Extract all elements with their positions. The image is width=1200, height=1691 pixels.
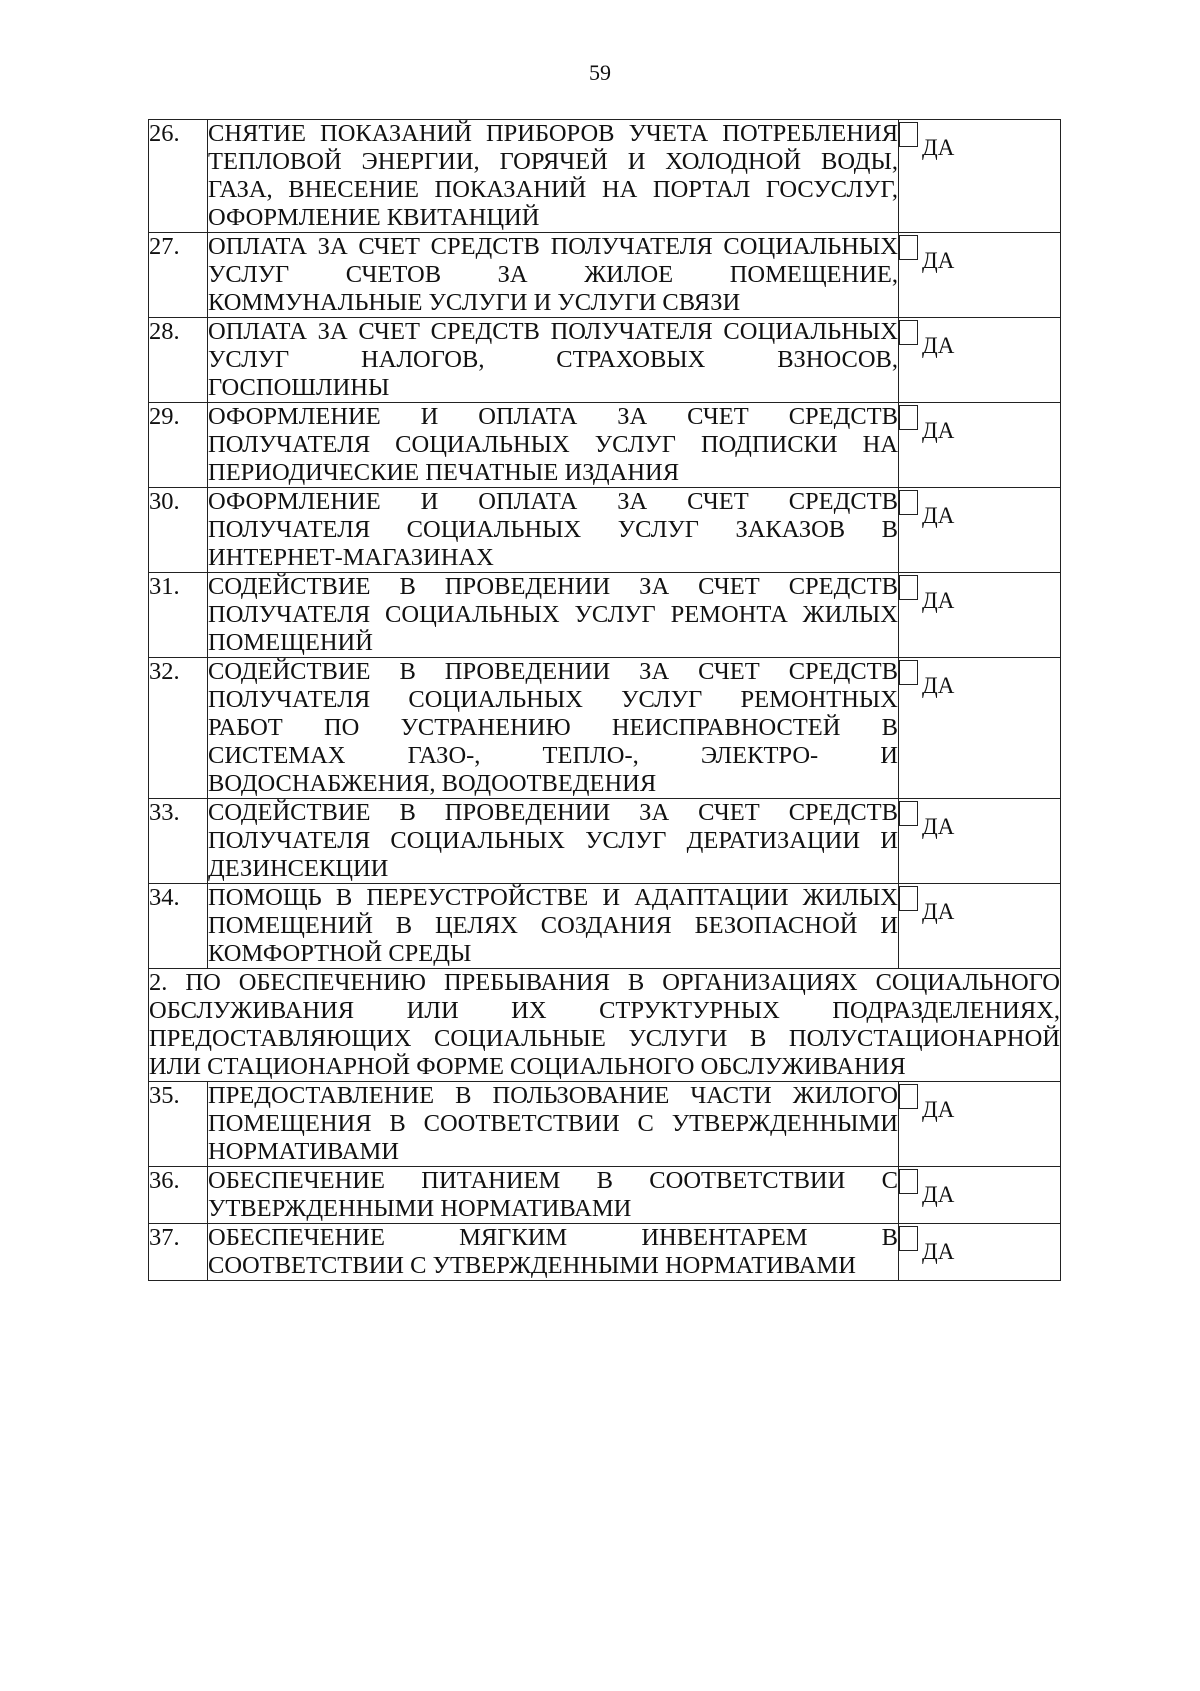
service-number: 36. xyxy=(149,1167,208,1224)
service-description xyxy=(208,403,899,488)
checkbox-label: ДА xyxy=(922,899,955,924)
service-description xyxy=(208,1224,899,1281)
service-number: 35. xyxy=(149,1082,208,1167)
checkbox[interactable] xyxy=(899,235,918,260)
checkbox[interactable] xyxy=(899,320,918,345)
checkbox[interactable] xyxy=(899,405,918,430)
service-checkbox-cell xyxy=(899,120,1061,233)
service-text-line: ПОЛУЧАТЕЛЯ СОЦИАЛЬНЫХ УСЛУГ РЕМОНТНЫХ xyxy=(208,686,898,713)
service-number: 33. xyxy=(149,799,208,884)
section-heading-row xyxy=(149,969,1061,1082)
service-text-line: ПРЕДОСТАВЛЯЮЩИХ СОЦИАЛЬНЫЕ УСЛУГИ В ПОЛУСТАЦИОНАРНОЙ xyxy=(149,1025,1060,1052)
checkbox-label: ДА xyxy=(922,333,955,358)
service-text-line: ИНТЕРНЕТ-МАГАЗИНАХ xyxy=(208,544,494,571)
service-number: 26. xyxy=(149,120,208,233)
service-description xyxy=(208,573,899,658)
service-checkbox-cell xyxy=(899,573,1061,658)
service-text-line: 2. ПО ОБЕСПЕЧЕНИЮ ПРЕБЫВАНИЯ В ОРГАНИЗАЦИЯХ СОЦИАЛЬНОГО xyxy=(149,969,1060,996)
service-text-line: ПОМЕЩЕНИЙ В ЦЕЛЯХ СОЗДАНИЯ БЕЗОПАСНОЙ И xyxy=(208,912,898,939)
service-row xyxy=(149,799,1061,884)
checkbox-label: ДА xyxy=(922,248,955,273)
service-text-line: ПОЛУЧАТЕЛЯ СОЦИАЛЬНЫХ УСЛУГ ПОДПИСКИ НА xyxy=(208,431,898,458)
service-description xyxy=(208,120,899,233)
service-number: 34. xyxy=(149,884,208,969)
service-text-line: РАБОТ ПО УСТРАНЕНИЮ НЕИСПРАВНОСТЕЙ В xyxy=(208,714,898,741)
service-text-line: ГАЗА, ВНЕСЕНИЕ ПОКАЗАНИЙ НА ПОРТАЛ ГОСУСЛУГ, xyxy=(208,176,898,203)
service-row xyxy=(149,233,1061,318)
checkbox-label: ДА xyxy=(922,1182,955,1207)
checkbox-label: ДА xyxy=(922,1239,955,1264)
service-text-line: КОММУНАЛЬНЫЕ УСЛУГИ И УСЛУГИ СВЯЗИ xyxy=(208,289,741,316)
checkbox[interactable] xyxy=(899,490,918,515)
checkbox-label: ДА xyxy=(922,418,955,443)
service-description xyxy=(208,658,899,799)
service-row xyxy=(149,403,1061,488)
service-number: 37. xyxy=(149,1224,208,1281)
service-text-line: ПЕРИОДИЧЕСКИЕ ПЕЧАТНЫЕ ИЗДАНИЯ xyxy=(208,459,680,486)
services-table xyxy=(148,119,1061,1281)
service-number: 31. xyxy=(149,573,208,658)
service-text-line: ОБЕСПЕЧЕНИЕ ПИТАНИЕМ В СООТВЕТСТВИИ С xyxy=(208,1167,898,1194)
service-text-line: ОБСЛУЖИВАНИЯ ИЛИ ИХ СТРУКТУРНЫХ ПОДРАЗДЕЛЕНИЯХ, xyxy=(149,997,1060,1024)
service-description xyxy=(208,1167,899,1224)
checkbox[interactable] xyxy=(899,886,918,911)
service-text-line: ПОЛУЧАТЕЛЯ СОЦИАЛЬНЫХ УСЛУГ РЕМОНТА ЖИЛЫХ xyxy=(208,601,898,628)
service-row xyxy=(149,1082,1061,1167)
checkbox-label: ДА xyxy=(922,1097,955,1122)
service-text-line: ПОМЕЩЕНИЯ В СООТВЕТСТВИИ С УТВЕРЖДЕННЫМИ xyxy=(208,1110,898,1137)
service-number: 29. xyxy=(149,403,208,488)
service-checkbox-cell xyxy=(899,233,1061,318)
service-text-line: СИСТЕМАХ ГАЗО-, ТЕПЛО-, ЭЛЕКТРО- И xyxy=(208,742,898,769)
service-text-line: ВОДОСНАБЖЕНИЯ, ВОДООТВЕДЕНИЯ xyxy=(208,770,657,797)
service-text-line: ПОМОЩЬ В ПЕРЕУСТРОЙСТВЕ И АДАПТАЦИИ ЖИЛЫХ xyxy=(208,884,898,911)
service-text-line: ОБЕСПЕЧЕНИЕ МЯГКИМ ИНВЕНТАРЕМ В xyxy=(208,1224,898,1251)
checkbox[interactable] xyxy=(899,122,918,147)
service-text-line: ПОЛУЧАТЕЛЯ СОЦИАЛЬНЫХ УСЛУГ ДЕРАТИЗАЦИИ И xyxy=(208,827,898,854)
service-text-line: УТВЕРЖДЕННЫМИ НОРМАТИВАМИ xyxy=(208,1195,632,1222)
service-text-line: ДЕЗИНСЕКЦИИ xyxy=(208,855,389,882)
service-text-line: ГОСПОШЛИНЫ xyxy=(208,374,390,401)
service-row xyxy=(149,884,1061,969)
checkbox-label: ДА xyxy=(922,503,955,528)
service-row xyxy=(149,488,1061,573)
service-text-line: ПРЕДОСТАВЛЕНИЕ В ПОЛЬЗОВАНИЕ ЧАСТИ ЖИЛОГО xyxy=(208,1082,898,1109)
service-description xyxy=(208,799,899,884)
service-text-line: ТЕПЛОВОЙ ЭНЕРГИИ, ГОРЯЧЕЙ И ХОЛОДНОЙ ВОДЫ, xyxy=(208,148,898,175)
service-description xyxy=(208,318,899,403)
service-number: 27. xyxy=(149,233,208,318)
service-text-line: СНЯТИЕ ПОКАЗАНИЙ ПРИБОРОВ УЧЕТА ПОТРЕБЛЕНИЯ xyxy=(208,120,898,147)
service-text-line: СОДЕЙСТВИЕ В ПРОВЕДЕНИИ ЗА СЧЕТ СРЕДСТВ xyxy=(208,658,898,685)
checkbox-label: ДА xyxy=(922,135,955,160)
service-text-line: УСЛУГ СЧЕТОВ ЗА ЖИЛОЕ ПОМЕЩЕНИЕ, xyxy=(208,261,898,288)
service-text-line: ПОЛУЧАТЕЛЯ СОЦИАЛЬНЫХ УСЛУГ ЗАКАЗОВ В xyxy=(208,516,898,543)
checkbox[interactable] xyxy=(899,660,918,685)
service-row xyxy=(149,1167,1061,1224)
service-text-line: ИЛИ СТАЦИОНАРНОЙ ФОРМЕ СОЦИАЛЬНОГО ОБСЛУЖИВАНИЯ xyxy=(149,1053,906,1080)
services-table-body xyxy=(149,120,1061,1281)
service-number: 28. xyxy=(149,318,208,403)
service-checkbox-cell xyxy=(899,488,1061,573)
service-text-line: СОДЕЙСТВИЕ В ПРОВЕДЕНИИ ЗА СЧЕТ СРЕДСТВ xyxy=(208,573,898,600)
service-text-line: НОРМАТИВАМИ xyxy=(208,1138,399,1165)
service-text-line: ОФОРМЛЕНИЕ КВИТАНЦИЙ xyxy=(208,204,540,231)
service-checkbox-cell xyxy=(899,403,1061,488)
service-checkbox-cell xyxy=(899,884,1061,969)
checkbox[interactable] xyxy=(899,575,918,600)
service-row xyxy=(149,573,1061,658)
service-checkbox-cell xyxy=(899,799,1061,884)
service-checkbox-cell xyxy=(899,1167,1061,1224)
service-number: 32. xyxy=(149,658,208,799)
service-checkbox-cell xyxy=(899,1082,1061,1167)
checkbox[interactable] xyxy=(899,801,918,826)
service-text-line: ОФОРМЛЕНИЕ И ОПЛАТА ЗА СЧЕТ СРЕДСТВ xyxy=(208,403,898,430)
service-row xyxy=(149,120,1061,233)
service-description xyxy=(208,488,899,573)
service-text-line: ОПЛАТА ЗА СЧЕТ СРЕДСТВ ПОЛУЧАТЕЛЯ СОЦИАЛЬНЫХ xyxy=(208,318,898,345)
service-description xyxy=(208,1082,899,1167)
service-text-line: ОПЛАТА ЗА СЧЕТ СРЕДСТВ ПОЛУЧАТЕЛЯ СОЦИАЛЬНЫХ xyxy=(208,233,898,260)
section-heading xyxy=(149,969,1061,1082)
service-text-line: СОДЕЙСТВИЕ В ПРОВЕДЕНИИ ЗА СЧЕТ СРЕДСТВ xyxy=(208,799,898,826)
service-text-line: ОФОРМЛЕНИЕ И ОПЛАТА ЗА СЧЕТ СРЕДСТВ xyxy=(208,488,898,515)
checkbox-label: ДА xyxy=(922,814,955,839)
service-row xyxy=(149,658,1061,799)
service-row xyxy=(149,318,1061,403)
page-number: 59 xyxy=(589,60,611,85)
service-description xyxy=(208,233,899,318)
checkbox-label: ДА xyxy=(922,673,955,698)
service-text-line: КОМФОРТНОЙ СРЕДЫ xyxy=(208,940,472,967)
service-checkbox-cell xyxy=(899,1224,1061,1281)
service-text-line: ПОМЕЩЕНИЙ xyxy=(208,629,373,656)
checkbox[interactable] xyxy=(899,1084,918,1109)
checkbox[interactable] xyxy=(899,1169,918,1194)
service-checkbox-cell xyxy=(899,318,1061,403)
service-description xyxy=(208,884,899,969)
service-number: 30. xyxy=(149,488,208,573)
service-checkbox-cell xyxy=(899,658,1061,799)
service-text-line: УСЛУГ НАЛОГОВ, СТРАХОВЫХ ВЗНОСОВ, xyxy=(208,346,898,373)
checkbox-label: ДА xyxy=(922,588,955,613)
service-text-line: СООТВЕТСТВИИ С УТВЕРЖДЕННЫМИ НОРМАТИВАМИ xyxy=(208,1252,856,1279)
checkbox[interactable] xyxy=(899,1226,918,1251)
service-row xyxy=(149,1224,1061,1281)
